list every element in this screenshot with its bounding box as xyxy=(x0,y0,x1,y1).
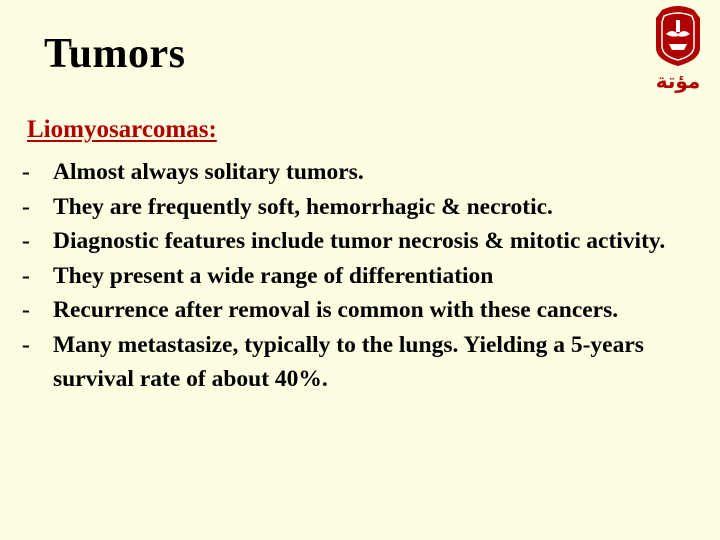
bullet-marker: - xyxy=(22,193,30,220)
bullet-marker: - xyxy=(22,228,30,254)
slide-subtitle: Liomyosarcomas: xyxy=(27,116,217,143)
bullet-text: They present a wide range of differentiation xyxy=(53,262,494,289)
bullet-text: Diagnostic features include tumor necrosis & mitotic activity. xyxy=(53,228,666,254)
bullet-marker: - xyxy=(22,262,30,289)
slide-title: Tumors xyxy=(44,31,186,77)
logo-wordmark: مؤتة xyxy=(655,69,701,93)
bullet-item xyxy=(22,224,702,259)
bullet-item xyxy=(22,259,702,294)
bullet-text: They are frequently soft, hemorrhagic & necrotic. xyxy=(53,193,553,220)
bullet-list xyxy=(22,155,702,397)
bullet-text: Many metastasize, typically to the lungs. Yielding a 5-years survival rate of about 40%. xyxy=(53,331,644,392)
bullet-text: Almost always solitary tumors. xyxy=(53,159,364,185)
bullet-text: Recurrence after removal is common with these cancers. xyxy=(53,297,619,323)
university-crest-icon xyxy=(636,4,720,94)
bullet-item xyxy=(22,293,702,328)
bullet-item xyxy=(22,328,702,397)
bullet-marker: - xyxy=(22,159,30,185)
bullet-marker: - xyxy=(22,297,30,323)
bullet-marker: - xyxy=(22,331,30,358)
bullet-item xyxy=(22,155,702,190)
bullet-item xyxy=(22,190,702,225)
